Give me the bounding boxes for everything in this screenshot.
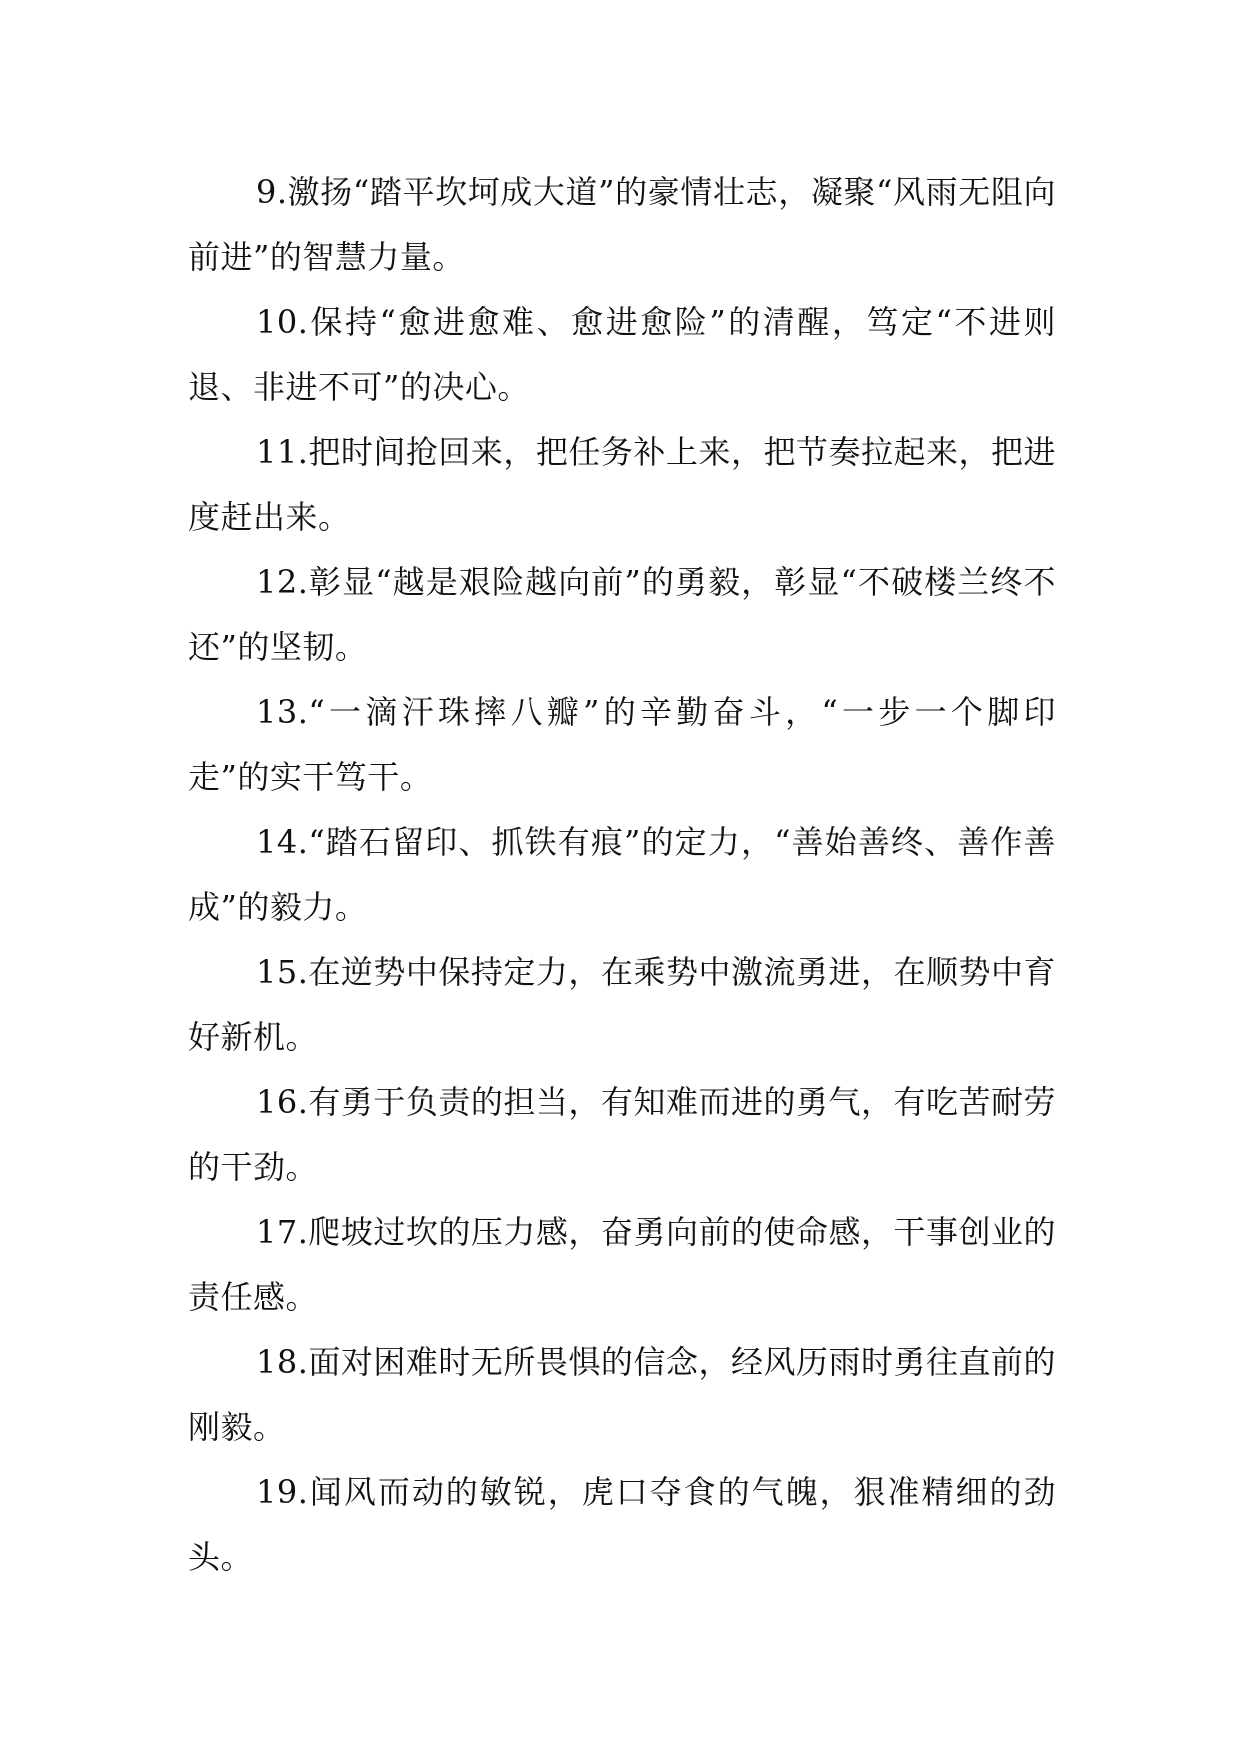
paragraph-14: 14.“踏石留印、抓铁有痕”的定力，“善始善终、善作善成”的毅力。: [188, 823, 1056, 926]
document-body: [188, 160, 1056, 1590]
paragraph-19: 19.闻风而动的敏锐，虎口夺食的气魄，狠准精细的劲头。: [188, 1473, 1056, 1576]
paragraph-15: 15.在逆势中保持定力，在乘势中激流勇进，在顺势中育好新机。: [188, 953, 1056, 1056]
paragraph-12: 12.彰显“越是艰险越向前”的勇毅，彰显“不破楼兰终不还”的坚韧。: [188, 563, 1056, 666]
paragraph-9: 9.激扬“踏平坎坷成大道”的豪情壮志，凝聚“风雨无阻向前进”的智慧力量。: [188, 173, 1056, 276]
paragraph-10: 10.保持“愈进愈难、愈进愈险”的清醒，笃定“不进则退、非进不可”的决心。: [188, 303, 1056, 406]
paragraph-16: 16.有勇于负责的担当，有知难而进的勇气，有吃苦耐劳的干劲。: [188, 1083, 1056, 1186]
paragraph-11: 11.把时间抢回来，把任务补上来，把节奏拉起来，把进度赶出来。: [188, 433, 1056, 536]
paragraph-17: 17.爬坡过坎的压力感，奋勇向前的使命感，干事创业的责任感。: [188, 1213, 1056, 1316]
paragraph-13: 13.“一滴汗珠摔八瓣”的辛勤奋斗，“一步一个脚印走”的实干笃干。: [188, 693, 1056, 796]
paragraph-18: 18.面对困难时无所畏惧的信念，经风历雨时勇往直前的刚毅。: [188, 1343, 1056, 1446]
